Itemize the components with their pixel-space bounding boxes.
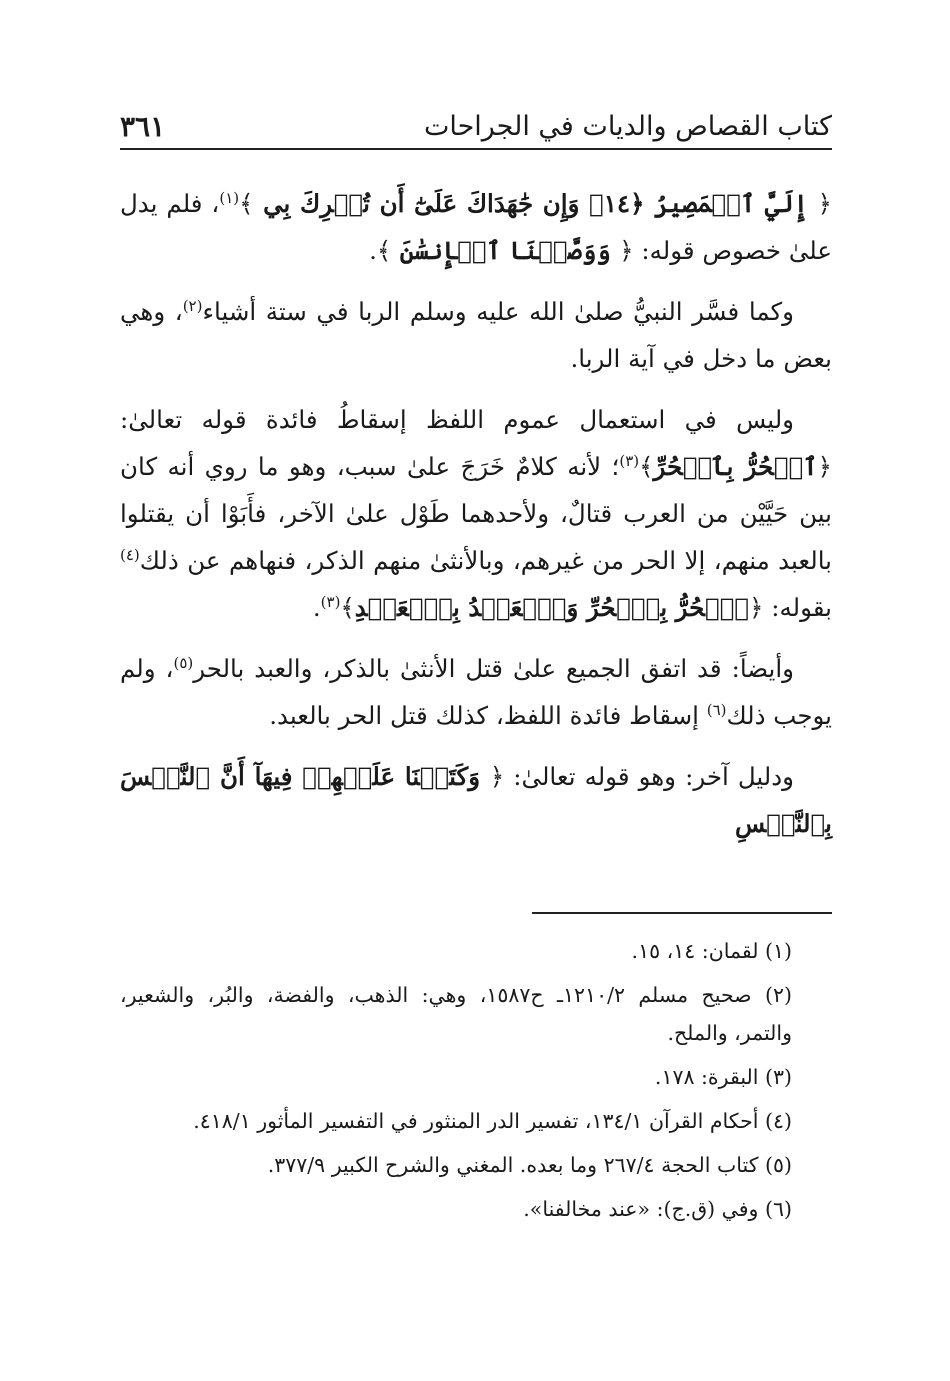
verse-text: ٱلۡحُرُّ بِٱلۡحُرِّ xyxy=(653,452,818,481)
paragraph-text: بقوله: xyxy=(771,593,832,622)
quran-verse xyxy=(239,189,832,218)
paragraph-text: ، فلم يدل علىٰ خصوص قوله: xyxy=(120,189,832,265)
verse-ornament-close: ﴾ xyxy=(639,452,654,481)
footnote-ref: (٤) xyxy=(120,545,140,564)
footnote-4: (٤) أحكام القرآن ١٣٤/١، تفسير الدر المنثور في التفسير المأثور ٤١٨/١. xyxy=(193,1109,792,1133)
footnote-ref: (٣) xyxy=(619,451,640,470)
paragraph-text: وأيضاً: قد اتفق الجميع علىٰ قتل الأنثىٰ بالذكر، والعبد بالحر xyxy=(193,654,794,683)
verse-ornament-open: ﴿ xyxy=(749,593,764,622)
quran-verse xyxy=(377,236,634,265)
verse-ornament-open: ﴿ xyxy=(817,189,833,218)
footnote-ref: (١) xyxy=(219,188,240,207)
footnote-rule xyxy=(532,912,832,914)
paragraph-text: ، وهي بعض ما دخل في آية الربا. xyxy=(120,297,832,373)
verse-ornament-open: ﴿ xyxy=(817,452,832,481)
header-rule xyxy=(120,148,832,150)
paragraph-5 xyxy=(120,753,832,847)
paragraph-text: وكما فسَّر النبيُّ صلىٰ الله عليه وسلم الربا في ستة أشياء xyxy=(202,297,794,326)
footnote-5: (٥) كتاب الحجة ٢٦٧/٤ وما بعده. المغني والشرح الكبير ٣٧٧/٩. xyxy=(267,1153,792,1177)
verse-text: إِلَيَّ ٱلۡمَصِيرُ ﴿١٤﴾ وَإِن جَٰهَدَاكَ عَلَىٰٓ أَن تُشۡرِكَ بِي xyxy=(263,189,808,218)
quran-verse xyxy=(340,593,763,622)
footnotes xyxy=(120,932,832,1234)
verse-ornament-open: ﴿ xyxy=(489,762,505,791)
paragraph-text: . xyxy=(312,593,321,622)
paragraph-1 xyxy=(120,180,832,274)
footnote-2: (٢) صحيح مسلم ١٢١٠/٢ـ ح١٥٨٧، وهي: الذهب، والفضة، والبُر، والشعير، والتمر، والملح. xyxy=(120,983,793,1045)
body-text xyxy=(120,180,832,861)
footnote-ref: (٦) xyxy=(706,700,727,719)
paragraph-3 xyxy=(120,396,832,631)
paragraph-text: ، ولم يوجب ذلك xyxy=(120,654,832,730)
verse-ornament-close: ﴾ xyxy=(239,189,254,218)
footnote-ref: (٥) xyxy=(173,653,194,672)
paragraph-text: . xyxy=(369,236,377,265)
quran-verse xyxy=(639,452,832,481)
verse-ornament-close: ﴾ xyxy=(376,236,392,265)
verse-text: وَكَتَبۡنَا عَلَيۡهِمۡ فِيهَآ أَنَّ ٱلنَّفۡسَ بِٱلنَّفۡسِ xyxy=(120,762,832,838)
paragraph-2 xyxy=(120,288,832,382)
paragraph-text: ؛ لأنه كلامٌ خَرَجَ علىٰ سبب، وهو ما روي أنه كان بين حَيَّيْن من العرب قتالٌ، ولأحدهما طَوْل علىٰ الآخر، فأَبَوْا أن يقتلوا بالعبد منهم، إلا الحر من غيرهم، وبالأنثىٰ منهم الذكر، فنهاهم عن ذلك xyxy=(120,452,832,575)
verse-text: ٱلۡحُرُّ بِٱلۡحُرِّ وَٱلۡعَبۡدُ بِٱلۡعَبۡدِ xyxy=(354,593,750,622)
footnote-1: (١) لقمان: ١٤، ١٥. xyxy=(631,939,792,963)
footnote-6: (٦) وفي (ق.ج): «عند مخالفنا». xyxy=(523,1197,792,1221)
page-number: ٣٦١ xyxy=(120,110,166,143)
paragraph-text: وليس في استعمال عموم اللفظ إسقاطُ فائدة قوله تعالىٰ: xyxy=(120,405,794,434)
header-title: كتاب القصاص والديات في الجراحات xyxy=(423,111,832,142)
verse-ornament-open: ﴿ xyxy=(619,236,634,265)
verse-ornament-close: ﴾ xyxy=(340,593,355,622)
paragraph-text: إسقاط فائدة اللفظ، كذلك قتل الحر بالعبد. xyxy=(269,701,707,730)
verse-text: وَوَصَّيۡنَا ٱلۡإِنسَٰنَ xyxy=(399,236,611,265)
paragraph-4 xyxy=(120,645,832,739)
footnote-ref: (٢) xyxy=(182,296,203,315)
footnote-3: (٣) البقرة: ١٧٨. xyxy=(654,1065,792,1089)
paragraph-text: ودليل آخر: وهو قوله تعالىٰ: xyxy=(513,762,795,791)
footnote-ref: (٣) xyxy=(320,592,341,611)
running-header xyxy=(120,100,832,144)
